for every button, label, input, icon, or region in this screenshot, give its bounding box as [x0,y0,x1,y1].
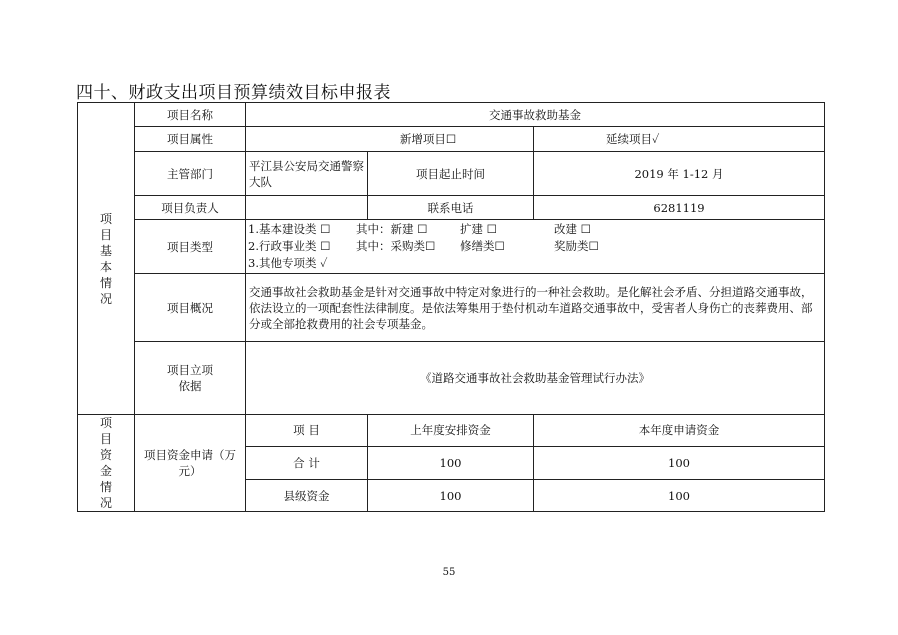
period-label: 项目起止时间 [368,152,534,196]
row-project-attr [78,127,825,152]
phone-value: 6281119 [534,196,825,220]
owner-label: 项目负责人 [135,196,246,220]
type-basic-construction: 1.基本建设类 ☐ [248,222,331,236]
row-overview [78,274,825,342]
budget-form-table [77,102,825,512]
row-basis-top [78,342,825,378]
basis-label-line2: 依据 [178,379,202,393]
basis-label-line1: 项目立项 [167,363,213,377]
row-fund-header [78,415,825,447]
fund-header-curr: 本年度申请资金 [534,415,825,447]
fund-row-name: 合 计 [246,446,368,479]
type-administrative: 2.行政事业类 ☐ [248,239,331,253]
fund-header-item: 项 目 [246,415,368,447]
dept-label: 主管部门 [135,152,246,196]
fund-row-curr: 100 [534,480,825,512]
type-line-2 [248,238,822,255]
type-repair: 修缮类☐ [460,239,505,253]
period-value: 2019 年 1-12 月 [534,152,825,196]
type-line-3 [248,255,822,272]
phone-label: 联系电话 [368,196,534,220]
basis-label [135,342,246,415]
type-other-special: 3.其他专项类 ✓ [248,256,328,270]
type-procurement: 其中：采购类☐ [356,239,436,253]
row-dept [78,152,825,196]
fund-row-prev: 100 [368,480,534,512]
project-type-options [246,220,825,274]
row-owner [78,196,825,220]
section-fund-info [78,415,135,512]
fund-header-prev: 上年度安排资金 [368,415,534,447]
type-renovation: 改建 ☐ [554,222,591,236]
page-title: 四十、财政支出项目预算绩效目标申报表 [76,83,391,103]
project-attr-new: 新增项目☐ [246,127,534,152]
project-type-label: 项目类型 [135,220,246,274]
basis-value: 《道路交通事故社会救助基金管理试行办法》 [246,342,825,415]
project-attr-label: 项目属性 [135,127,246,152]
project-name-label: 项目名称 [135,103,246,127]
row-project-name [78,103,825,127]
project-attr-continue: 延续项目✓ [534,127,825,152]
overview-label: 项目概况 [135,274,246,342]
fund-row-name: 县级资金 [246,480,368,512]
fund-label: 项目资金申请（万元） [135,415,246,512]
project-name-value: 交通事故救助基金 [246,103,825,127]
section-basic-info [78,103,135,415]
fund-row-prev: 100 [368,446,534,479]
owner-value [246,196,368,220]
section-basic-label: 项目基本情况 [99,211,112,306]
section-fund-label: 项目资金情况 [99,416,112,510]
type-reward: 奖励类☐ [554,239,599,253]
dept-value: 平江县公安局交通警察大队 [246,152,368,196]
type-line-1 [248,221,822,238]
overview-text: 交通事故社会救助基金是针对交通事故中特定对象进行的一种社会救助。是化解社会矛盾、分担道路交通事故，依法设立的一项配套性法律制度。是依法筹集用于垫付机动车道路交通事故中，受害者人身伤亡的丧葬费用、部分或全部抢救费用的社会专项基金。 [246,274,825,342]
type-new-build: 其中：新建 ☐ [356,222,428,236]
type-expansion: 扩建 ☐ [460,222,497,236]
page-number: 55 [442,567,456,578]
fund-row-curr: 100 [534,446,825,479]
row-project-type [78,220,825,274]
